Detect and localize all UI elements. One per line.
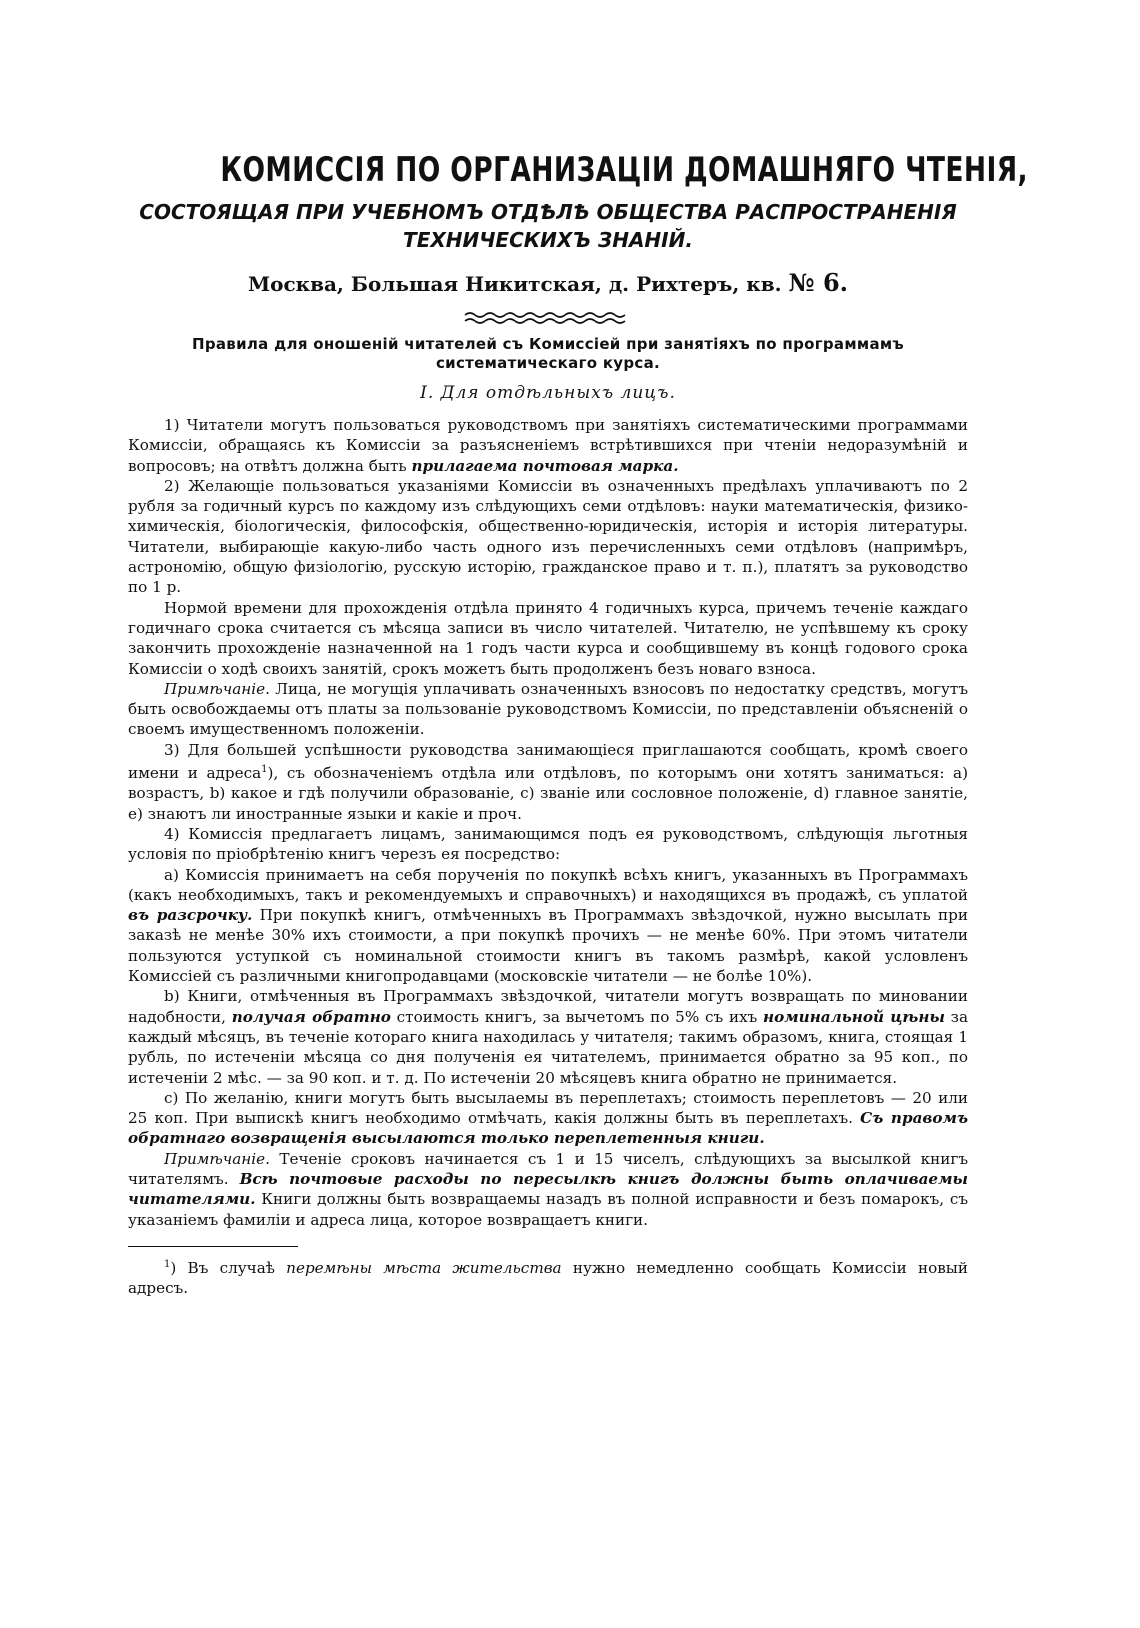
paragraph-4-text-b: ), съ обозначеніемъ отдѣла или отдѣловъ, по которымъ они хотятъ заниматься: a) возрастъ, b) какое и гдѣ получили образованіе, c) званіе или сословное положеніе, d) главное занятіе, e) знаютъ ли иностранные языки и какіе и проч.: [128, 764, 969, 823]
paragraph-6-text-a: a) Комиссія принимаетъ на себя порученія по покупкѣ всѣхъ книгъ, указанныхъ въ Программахъ (какъ необходимыхъ, такъ и рекомендуемыхъ и справочныхъ) и находящихся въ продажѣ, съ уплатой: [128, 865, 968, 904]
paragraph-2: 2) Желающіе пользоваться указаніями Комиссіи въ означенныхъ предѣлахъ уплачиваютъ по 2 рубля за годичный курсъ по каждому изъ слѣдующихъ семи отдѣловъ: науки математическія, физико-химическія, біологическія, философскія, общественно-юридическія, исторія и исторія литературы. Читатели, выбирающіе какую-либо часть одного изъ перечисленныхъ семи отдѣловъ (напримѣръ, астрономію, общую физіологію, русскую исторію, гражданское право и т. п.), платятъ за руководство по 1 р.: [128, 476, 968, 597]
paragraph-8-text: c) По желанію, книги могутъ быть высылаемы въ переплетахъ; стоимость переплетовъ — 20 или 25 коп. При выпискѣ книгъ необходимо отмѣчать, какія должны быть въ переплетахъ.: [128, 1088, 968, 1128]
footnote-mark: 1: [164, 1258, 171, 1270]
paragraph-3: Нормой времени для прохожденія отдѣла принято 4 годичныхъ курса, причемъ теченіе каждаго годичнаго срока считается съ мѣсяца записи въ число читателей. Читателю, не успѣвшему къ сроку закончить прохожденіе назначенной на 1 годъ части курса и сообщившему въ концѣ годового срока Комиссіи о ходѣ своихъ занятій, срокъ можетъ быть продолженъ безъ новаго взноса.: [128, 598, 968, 678]
paragraph-6-text-b: При покупкѣ книгъ, отмѣченныхъ въ Программахъ звѣздочкой, нужно высылать при заказѣ не менѣе 30% ихъ стоимости, а при покупкѣ прочихъ — не менѣе 60%. При этомъ читатели пользуются уступкой съ номинальной стоимости книгъ въ такомъ размѣрѣ, какой условленъ Комиссіей съ различными книгопродавцами (московскіе читатели — не болѣе 10%).: [128, 906, 969, 986]
wavy-divider-ornament: [463, 311, 633, 325]
paragraph-6: [128, 865, 968, 987]
paragraph-7-text-a: b) Книги, отмѣченныя въ Программахъ звѣздочкой, читатели могутъ возвращать по миновании надобности,: [128, 987, 968, 1026]
document-title: КОМИССІЯ ПО ОРГАНИЗАЦІИ ДОМАШНЯГО ЧТЕНІЯ,: [220, 150, 1029, 190]
paragraph-7-text-b: стоимость книгъ, за вычетомъ по 5% съ ихъ: [396, 1007, 758, 1026]
paragraph-1-text: 1) Читатели могутъ пользоваться руководствомъ при занятіяхъ систематическими программами Комиссіи, обращаясь къ Комиссіи за разъясненіемъ встрѣтившихся при чтеніи недоразумѣній и вопросовъ; на отвѣтъ должна быть: [128, 416, 968, 475]
paragraph-8-emphasis: Съ правомъ обратнаго возвращенія высылаются только переплетенныя книги.: [128, 1109, 969, 1148]
paragraph-1: [128, 415, 968, 476]
paragraph-7-emphasis-1: получая обратно: [231, 1007, 391, 1026]
document-page: [128, 150, 1029, 1299]
paragraph-5: 4) Комиссія предлагаетъ лицамъ, занимающимся подъ ея руководствомъ, слѣдующія льготныя условія по пріобрѣтенію книгъ черезъ ея посредство:: [128, 825, 968, 864]
paragraph-7: [128, 986, 968, 1087]
footnote-paragraph: [128, 1255, 968, 1299]
note-2-emphasis: Всѣ почтовые расходы по пересылкѣ книгъ должны быть оплачиваемы читателями.: [128, 1170, 968, 1209]
paragraph-4-text-a: 3) Для большей успѣшности руководства занимающіеся приглашаются сообщать, кромѣ своего имени и адреса: [128, 740, 968, 783]
note-1-text: Лица, не могущія уплачивать означенныхъ взносовъ по недостатку средствъ, могутъ быть освобождаемы отъ платы за пользованіе руководствомъ Комиссіи, по представленіи объясненій о своемъ имущественномъ положеніи.: [128, 679, 968, 739]
paragraph-6-emphasis: въ разсрочку.: [128, 906, 253, 925]
address-line: [128, 268, 968, 297]
address-number: № 6.: [788, 268, 849, 297]
footnote-divider: [128, 1246, 298, 1247]
paragraph-8: [128, 1088, 968, 1149]
note-2-text-b: Книги должны быть возвращаемы назадъ въ полной исправности и безъ помарокъ, съ указаніемъ фамиліи и адреса лица, которое возвращаетъ книги.: [128, 1190, 968, 1229]
address-text: Москва, Большая Никитская, д. Рихтеръ, кв.: [247, 272, 782, 296]
paragraph-7-text-c: за каждый мѣсяцъ, въ теченіе котораго книга находилась у читателя; такимъ образомъ, книга, стоящая 1 рубль, по истеченіи мѣсяца со дня полученія ея читателемъ, принимается обратно за 95 коп., по истеченіи 2 мѣс. — за 90 коп. и т. д. По истеченіи 20 мѣсяцевъ книга обратно не принимается.: [128, 1007, 968, 1087]
note-2-label: Примѣчаніе.: [164, 1149, 270, 1168]
note-2-text-a: Теченіе сроковъ начинается съ 1 и 15 чиселъ, слѣдующихъ за высылкой книгъ читателямъ.: [128, 1149, 968, 1189]
document-body: [128, 415, 968, 1230]
note-1-label: Примѣчаніе.: [164, 679, 270, 698]
footnote-text-b: нужно немедленно сообщать Комиссіи новый адресъ.: [128, 1259, 969, 1298]
footnote-reference: 1: [261, 764, 268, 776]
paragraph-1-emphasis: прилагаема почтовая марка.: [411, 456, 679, 475]
footnote: [128, 1255, 968, 1299]
footnote-text-a: ) Въ случаѣ: [170, 1259, 275, 1277]
footnote-emphasis: перемѣны мѣста жительства: [286, 1259, 562, 1277]
document-subtitle: СОСТОЯЩАЯ ПРИ УЧЕБНОМЪ ОТДѢЛѢ ОБЩЕСТВА РАСПРОСТРАНЕНІЯ ТЕХНИЧЕСКИХЪ ЗНАНІЙ.: [139, 200, 957, 252]
rules-heading: Правила для оношеній читателей съ Комиссіей при занятіяхъ по программамъ систематическаго курса.: [191, 335, 905, 372]
paragraph-7-emphasis-2: номинальной цѣны: [763, 1007, 945, 1026]
section-heading: I. Для отдѣльныхъ лицъ.: [420, 383, 676, 403]
note-1: [128, 679, 968, 740]
paragraph-4: [128, 740, 968, 824]
note-2: [128, 1149, 968, 1230]
